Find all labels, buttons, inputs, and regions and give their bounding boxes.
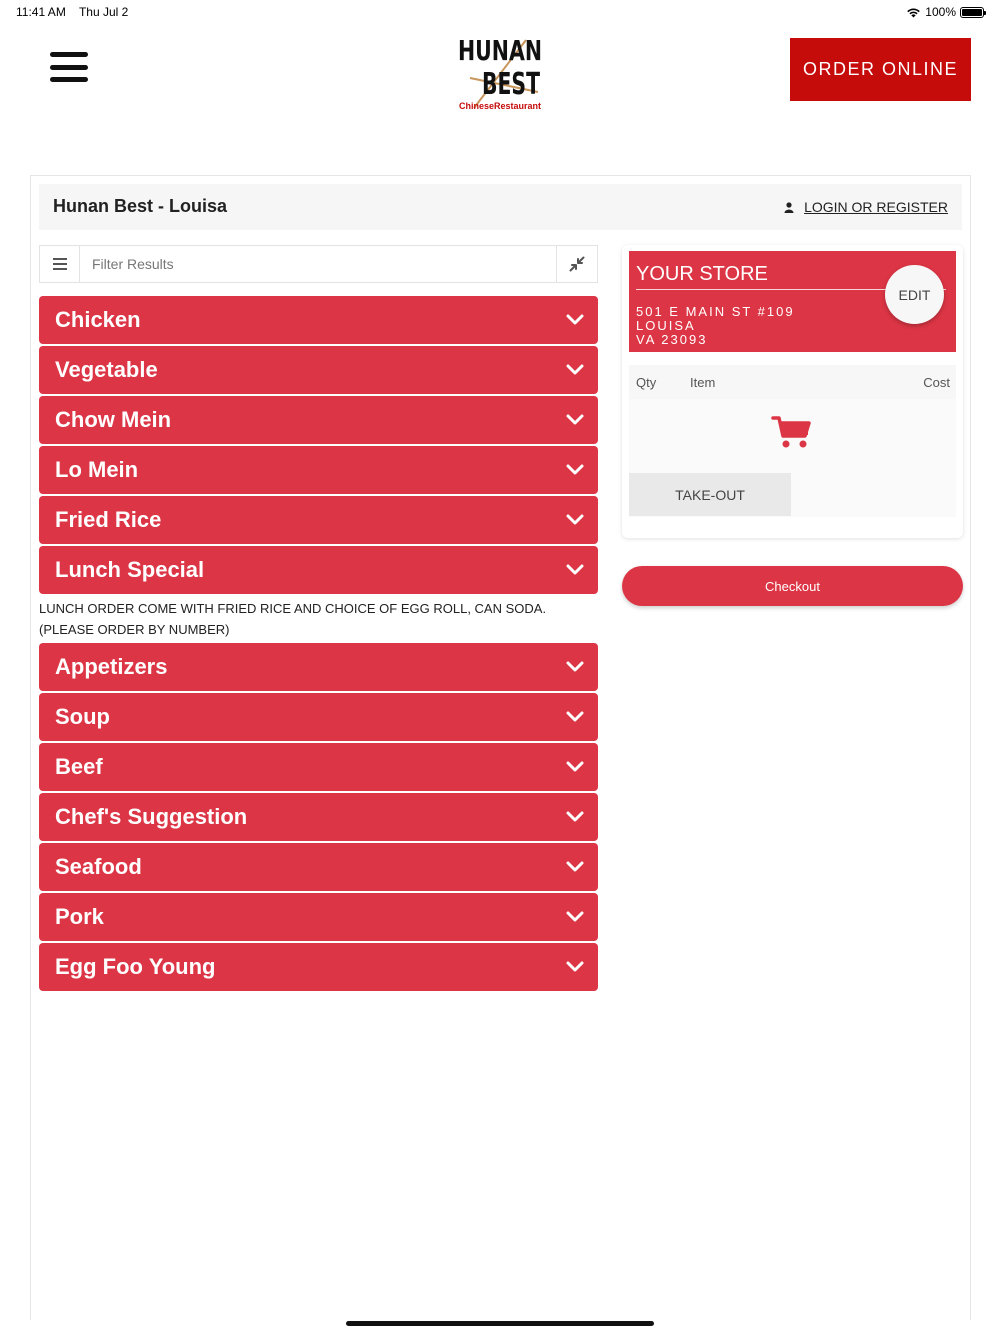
- status-bar: [0, 0, 1000, 24]
- filter-input[interactable]: [82, 246, 556, 282]
- status-date: Thu Jul 2: [78, 5, 129, 19]
- category-lunch-special[interactable]: [39, 546, 598, 594]
- cart-card: [622, 245, 963, 538]
- address-line2: LOUISA: [636, 318, 696, 333]
- order-online-button[interactable]: ORDER ONLINE: [790, 38, 971, 101]
- category-fried-rice[interactable]: [39, 496, 598, 544]
- chevron-down-icon: [566, 710, 584, 724]
- category-beef[interactable]: [39, 743, 598, 791]
- cart-body: [629, 399, 956, 471]
- order-type-area: [629, 471, 956, 517]
- chevron-down-icon: [566, 413, 584, 427]
- menu-bar: [50, 65, 88, 70]
- category-vegetable[interactable]: [39, 346, 598, 394]
- store-name: Hunan Best - Louisa: [53, 196, 228, 216]
- category-label: Beef: [55, 754, 103, 779]
- login-area[interactable]: [784, 199, 948, 215]
- list-icon[interactable]: [40, 246, 80, 282]
- logo-line1: HUNAN: [458, 34, 542, 67]
- menu-bar: [50, 77, 88, 82]
- chevron-down-icon: [566, 660, 584, 674]
- category-label: Chicken: [55, 307, 141, 332]
- category-label: Seafood: [55, 854, 142, 879]
- takeout-button[interactable]: TAKE-OUT: [629, 473, 791, 516]
- status-right: [906, 5, 984, 19]
- category-label: Soup: [55, 704, 110, 729]
- chevron-down-icon: [566, 463, 584, 477]
- chevron-down-icon: [566, 513, 584, 527]
- chevron-down-icon: [566, 910, 584, 924]
- category-lo-mein[interactable]: [39, 446, 598, 494]
- cart-icon: [772, 415, 812, 449]
- collapse-icon[interactable]: [556, 246, 597, 282]
- address-line1: 501 E MAIN ST #109: [636, 304, 795, 319]
- chevron-down-icon: [566, 810, 584, 824]
- chevron-down-icon: [566, 760, 584, 774]
- category-note: LUNCH ORDER COME WITH FRIED RICE AND CHOICE OF EGG ROLL, CAN SODA. (PLEASE ORDER BY NUMBER): [39, 601, 547, 637]
- home-indicator: [346, 1321, 654, 1326]
- category-chow-mein[interactable]: [39, 396, 598, 444]
- wifi-icon: [906, 7, 921, 18]
- user-icon: [784, 202, 794, 213]
- battery-percent: 100%: [925, 5, 956, 19]
- chevron-down-icon: [566, 860, 584, 874]
- logo[interactable]: [456, 30, 546, 112]
- chevron-down-icon: [566, 960, 584, 974]
- category-label: Lunch Special: [55, 557, 205, 582]
- chevron-down-icon: [566, 313, 584, 327]
- category-label: Lo Mein: [55, 457, 139, 482]
- chevron-down-icon: [566, 363, 584, 377]
- status-time: 11:41 AM: [16, 5, 66, 19]
- address-line3: VA 23093: [636, 332, 708, 347]
- status-left: [16, 5, 138, 19]
- category-label: Vegetable: [55, 357, 158, 382]
- category-label: Chow Mein: [55, 407, 172, 432]
- chevron-down-icon: [566, 563, 584, 577]
- category-label: Fried Rice: [55, 507, 162, 532]
- category-label: Pork: [55, 904, 104, 929]
- battery-icon: [960, 7, 984, 18]
- store-box: [629, 251, 956, 352]
- category-label: Appetizers: [55, 654, 168, 679]
- main-card: [30, 175, 971, 1320]
- category-egg-foo-young[interactable]: [39, 943, 598, 991]
- filter-bar: [39, 245, 598, 283]
- menu-button[interactable]: [50, 52, 88, 82]
- category-list: [39, 296, 598, 993]
- category-chicken[interactable]: [39, 296, 598, 344]
- category-chef-s-suggestion[interactable]: [39, 793, 598, 841]
- edit-store-button[interactable]: EDIT: [885, 265, 944, 324]
- category-label: Chef's Suggestion: [55, 804, 248, 829]
- category-pork[interactable]: [39, 893, 598, 941]
- category-appetizers[interactable]: [39, 643, 598, 691]
- logo-line2: BEST: [482, 67, 541, 102]
- cart-header: [629, 365, 956, 399]
- store-header: [39, 184, 962, 230]
- col-cost: Cost: [923, 375, 950, 390]
- col-qty: Qty: [636, 375, 657, 390]
- category-seafood[interactable]: [39, 843, 598, 891]
- store-address: [636, 305, 795, 347]
- store-title: YOUR STORE: [636, 263, 768, 285]
- category-label: Egg Foo Young: [55, 954, 216, 979]
- login-register-link[interactable]: LOGIN OR REGISTER: [804, 199, 948, 215]
- menu-bar: [50, 52, 88, 57]
- category-soup[interactable]: [39, 693, 598, 741]
- col-item: Item: [690, 375, 716, 390]
- checkout-button[interactable]: Checkout: [622, 566, 963, 606]
- logo-tagline: ChineseRestaurant: [459, 101, 541, 111]
